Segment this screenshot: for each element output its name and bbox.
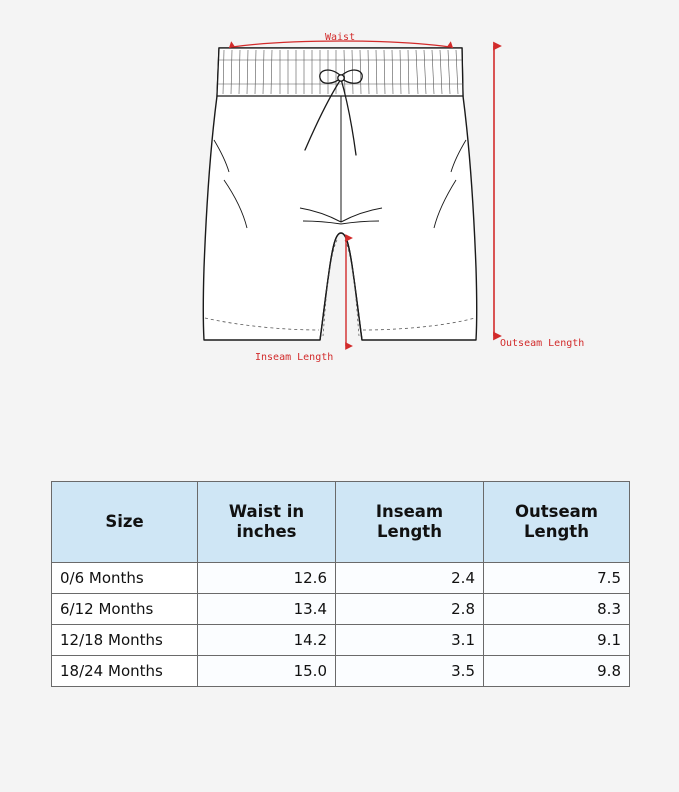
header-inseam: Inseam Length [336, 482, 484, 563]
table-header-row [52, 482, 630, 563]
cell-inseam: 2.8 [336, 594, 484, 625]
cell-size: 12/18 Months [52, 625, 198, 656]
outseam-length-label: Outseam Length [500, 338, 585, 349]
waist-label: Waist [325, 32, 356, 43]
table-row [52, 563, 630, 594]
inseam-length-label: Inseam Length [255, 352, 334, 363]
header-size: Size [52, 482, 198, 563]
cell-size: 6/12 Months [52, 594, 198, 625]
cell-size: 0/6 Months [52, 563, 198, 594]
cell-waist: 13.4 [198, 594, 336, 625]
cell-outseam: 9.8 [484, 656, 630, 687]
cell-inseam: 2.4 [336, 563, 484, 594]
header-outseam: Outseam Length [484, 482, 630, 563]
header-waist: Waist in inches [198, 482, 336, 563]
cell-size: 18/24 Months [52, 656, 198, 687]
cell-waist: 12.6 [198, 563, 336, 594]
cell-waist: 14.2 [198, 625, 336, 656]
cell-inseam: 3.1 [336, 625, 484, 656]
cell-outseam: 8.3 [484, 594, 630, 625]
cell-outseam: 9.1 [484, 625, 630, 656]
table-row [52, 625, 630, 656]
cell-inseam: 3.5 [336, 656, 484, 687]
size-table-container [51, 481, 629, 687]
table-row [52, 594, 630, 625]
size-table [51, 481, 630, 687]
table-row [52, 656, 630, 687]
cell-outseam: 7.5 [484, 563, 630, 594]
cell-waist: 15.0 [198, 656, 336, 687]
